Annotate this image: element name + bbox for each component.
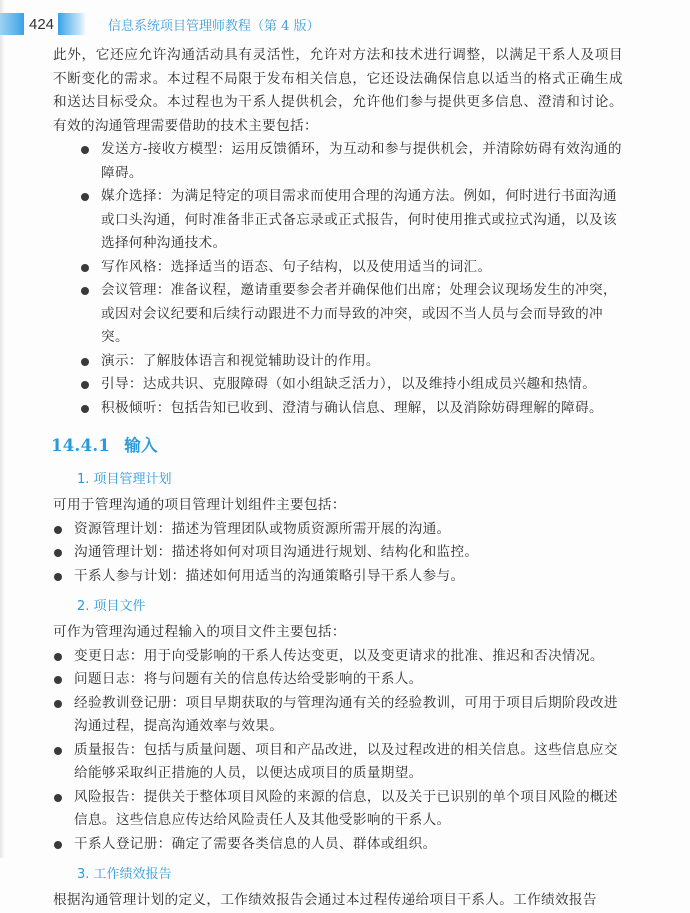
list-item: 积极倾听：包括告知已收到、澄清与确认信息、理解，以及消除妨碍理解的障碍。	[80, 397, 623, 421]
bullet-icon	[54, 653, 62, 661]
bullet-icon	[81, 264, 89, 272]
header-accent-bar-left	[0, 13, 24, 35]
list-item: 问题日志：将与问题有关的信息传达给受影响的干系人。	[53, 668, 623, 692]
list-item: 引导：达成共识、克服障碍（如小组缺乏活力），以及维持小组成员兴趣和热情。	[80, 373, 623, 397]
page-edge-shadow	[0, 0, 4, 858]
bullet-icon	[54, 841, 62, 849]
subsection-lead: 可用于管理沟通的项目管理计划组件主要包括：	[53, 497, 346, 513]
list-item: 干系人登记册：确定了需要各类信息的人员、群体或组织。	[53, 833, 623, 857]
subsection-list	[53, 645, 623, 857]
bullet-icon	[81, 381, 89, 389]
subsection-list	[53, 518, 623, 589]
subsection-lead: 可作为管理沟通过程输入的项目文件主要包括：	[53, 624, 346, 640]
intro-paragraph: 此外，它还应允许沟通活动具有灵活性，允许对方法和技术进行调整，以满足干系人及项目不断变化的需求。本过程不局限于发布相关信息，它还设法确保信息以适当的格式正确生成和送达目标受众。本过程也为干系人提供机会，允许他们参与提供更多信息、澄清和讨论。有效的沟通管理需要借助的技术主要包括：	[53, 47, 623, 134]
list-item: 媒介选择：为满足特定的项目需求而使用合理的沟通方法。例如，何时进行书面沟通或口头沟通，何时准备非正式备忘录或正式报告，何时使用推式或拉式沟通，以及该选择何种沟通技术。	[80, 185, 623, 256]
list-item: 干系人参与计划：描述如何用适当的沟通策略引导干系人参与。	[53, 565, 623, 589]
bullet-icon	[54, 700, 62, 708]
bullet-icon	[54, 573, 62, 581]
techniques-list	[80, 138, 623, 420]
page-body	[53, 44, 623, 913]
bullet-icon	[81, 146, 89, 154]
bullet-icon	[81, 287, 89, 295]
list-item: 变更日志：用于向受影响的干系人传达变更，以及变更请求的批准、推迟和否决情况。	[53, 645, 623, 669]
subsection-heading: 2. 项目文件	[77, 599, 146, 614]
bullet-icon	[81, 358, 89, 366]
list-item: 资源管理计划：描述为管理团队或物质资源所需开展的沟通。	[53, 518, 623, 542]
list-item: 质量报告：包括与质量问题、项目和产品改进，以及过程改进的相关信息。这些信息应交给能够采取纠正措施的人员，以便达成项目的质量期望。	[53, 739, 623, 786]
bullet-icon	[81, 193, 89, 201]
list-item: 经验教训登记册：项目早期获取的与管理沟通有关的经验教训，可用于项目后期阶段改进沟通过程，提高沟通效率与效果。	[53, 692, 623, 739]
bullet-icon	[54, 794, 62, 802]
running-title: 信息系统项目管理师教程（第 4 版）	[108, 18, 320, 34]
section-title: 输入	[124, 436, 158, 455]
bullet-icon	[81, 405, 89, 413]
list-item: 会议管理：准备议程，邀请重要参会者并确保他们出席；处理会议现场发生的冲突，或因对会议纪要和后续行动跟进不力而导致的冲突，或因不当人员与会而导致的冲突。	[80, 279, 623, 350]
page-number: 424	[29, 15, 55, 33]
section-heading	[51, 431, 623, 461]
bullet-icon	[54, 747, 62, 755]
list-item: 风险报告：提供关于整体项目风险的来源的信息，以及关于已识别的单个项目风险的概述信息。这些信息应传达给风险责任人及其他受影响的干系人。	[53, 786, 623, 833]
bullet-icon	[54, 526, 62, 534]
subsection-heading: 3. 工作绩效报告	[77, 867, 172, 882]
list-item: 沟通管理计划：描述将如何对项目沟通进行规划、结构化和监控。	[53, 541, 623, 565]
list-item: 演示：了解肢体语言和视觉辅助设计的作用。	[80, 350, 623, 374]
subsection-heading: 1. 项目管理计划	[77, 472, 172, 487]
bullet-icon	[54, 676, 62, 684]
header-accent-bar-right	[58, 13, 86, 35]
list-item: 写作风格：选择适当的语态、句子结构，以及使用适当的词汇。	[80, 256, 623, 280]
list-item: 发送方-接收方模型：运用反馈循环，为互动和参与提供机会，并清除妨碍有效沟通的障碍。	[80, 138, 623, 185]
bullet-icon	[54, 549, 62, 557]
section-number: 14.4.1	[51, 436, 111, 455]
running-header	[0, 12, 690, 36]
subsection-lead: 根据沟通管理计划的定义，工作绩效报告会通过本过程传递给项目干系人。工作绩效报告	[53, 892, 597, 908]
